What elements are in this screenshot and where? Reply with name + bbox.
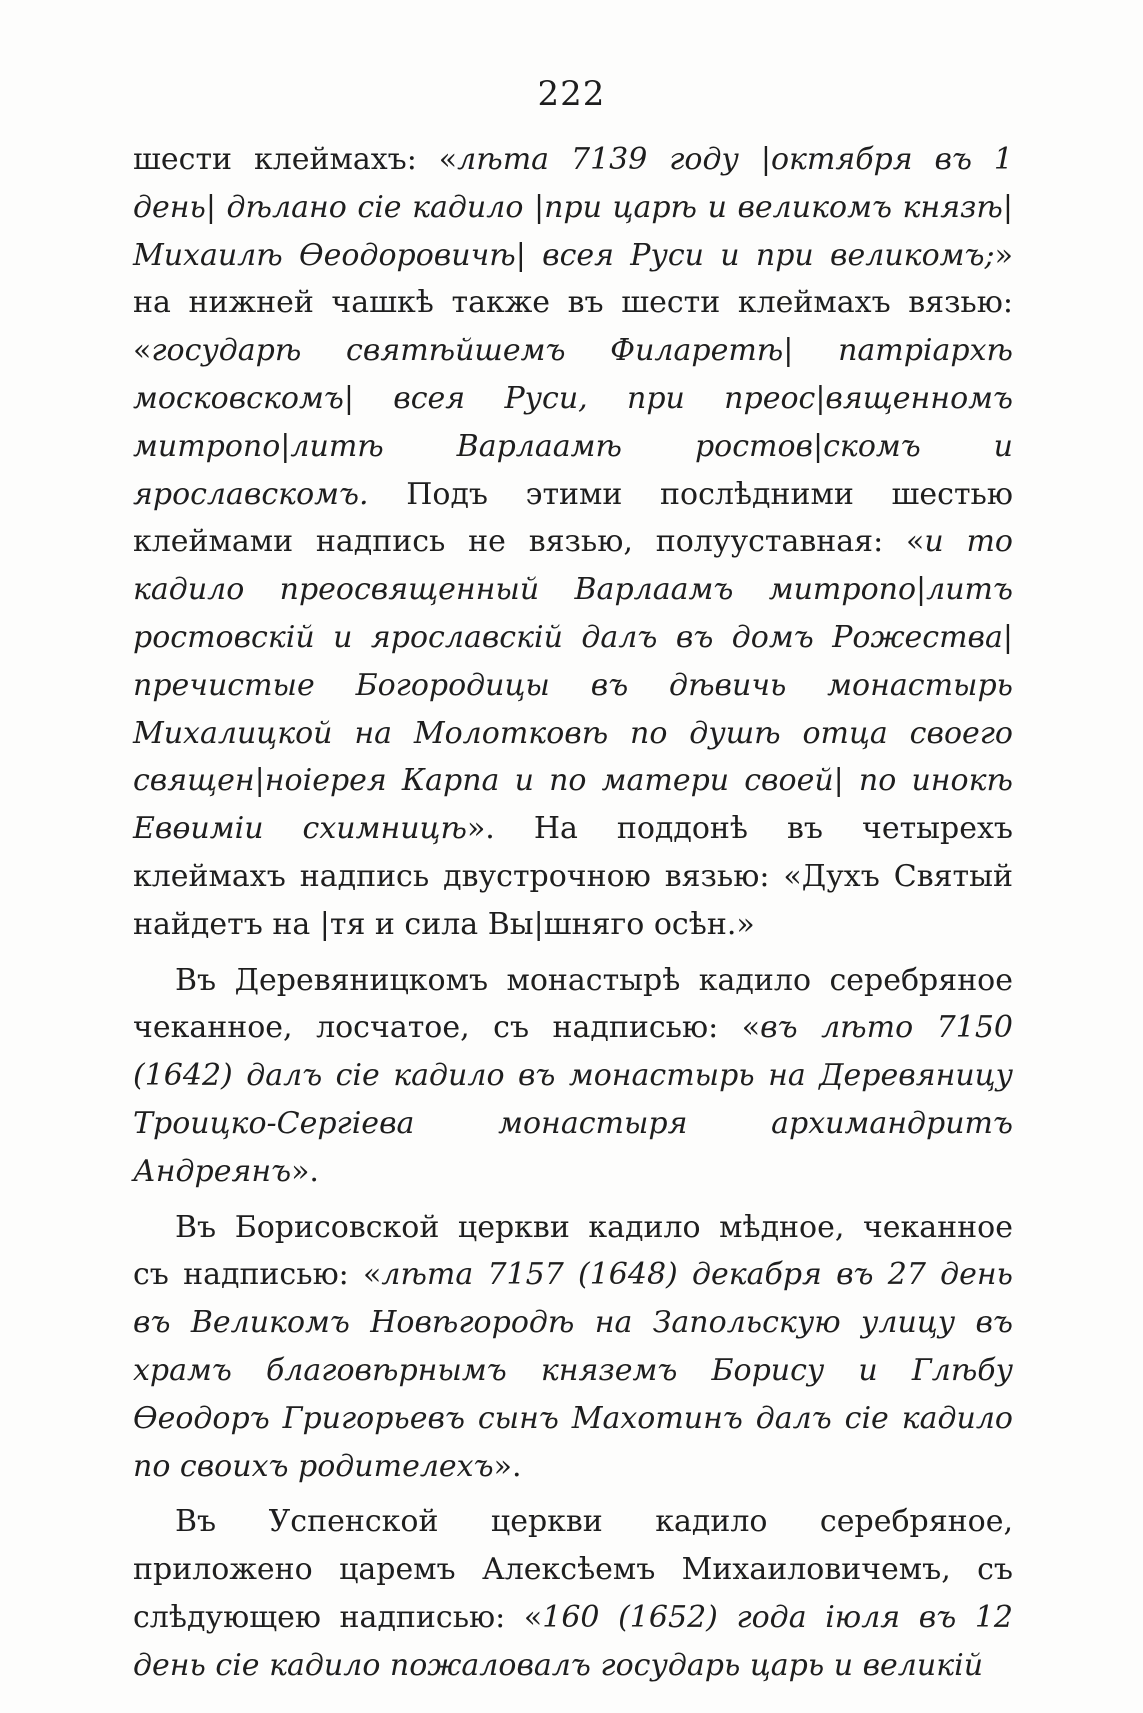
inscription-text: лѣта 7157 (1648) декабря въ 27 день въ Великомъ Новѣгородѣ на Запольскую улицу въ храмъ благовѣрнымъ княземъ Борису и Глѣбу Өеодоръ Григорьевъ сынъ Махотинъ далъ сіе кадило по своихъ родителехъ [133,1257,1013,1484]
inscription-text: 160 (1652) года іюля въ 12 день сіе кадило пожаловалъ государь царь и великій [133,1599,1014,1683]
body-text: ». На поддонѣ въ четырехъ клеймахъ надпись двустрочною вязью: «Духъ Святый найдетъ на |тя и сила Вы|шняго осѣн.» [133,811,1014,942]
body-text: ». [291,1153,319,1189]
body-text: Въ Успенской церкви кадило серебряное, приложено царемъ Алексѣемъ Михаиловичемъ, съ слѣдующею надписью: « [133,1504,1013,1635]
paragraph [133,1204,1013,1491]
body-text: » на нижней чашкѣ также въ шести клеймахъ вязью: « [133,237,1013,369]
paragraph [133,136,1013,949]
paragraph [133,1498,1013,1689]
inscription-text: лѣта 7139 году |октября въ 1 день| дѣлано сіе кадило |при царѣ и великомъ князѣ| Михаилѣ Өеодоровичѣ| всея Руси и при великомъ; [133,142,1014,273]
body-text: Подъ этими послѣдними шестью клеймами надпись не вязью, полууставная: « [133,476,1013,560]
paragraph [133,957,1013,1196]
body-text: Въ Деревяницкомъ монастырѣ кадило серебряное чеканное, лосчатое, съ надписью: « [133,962,1013,1046]
inscription-text: государѣ святѣйшемъ Филаретѣ| патріархѣ московскомъ| всея Руси, при преос|вященномъ митропо|литѣ Варлаамѣ ростов|скомъ и ярославскомъ. [133,333,1013,512]
body-text: ». [493,1448,522,1484]
inscription-text: въ лѣто 7150 (1642) далъ сіе кадило въ монастырь на Деревяницу Троицко-Сергіева монастыря архимандритъ Андреянъ [133,1010,1013,1189]
body-text: Въ Борисовской церкви кадило мѣдное, чеканное съ надписью: « [133,1209,1013,1293]
page-number: 222 [537,74,606,114]
text-body [133,136,1013,1690]
body-text: шести клеймахъ: « [133,142,458,177]
inscription-text: и то кадило преосвященный Варлаамъ митропо|литъ ростовскій и ярославскій далъ въ домъ Рожества| пречистые Богородицы въ дѣвичь монастырь Михалицкой на Молотковѣ по душѣ отца своего священ|ноіерея Карпа и по матери своей| по инокѣ Евөиміи схимницѣ [133,524,1013,847]
